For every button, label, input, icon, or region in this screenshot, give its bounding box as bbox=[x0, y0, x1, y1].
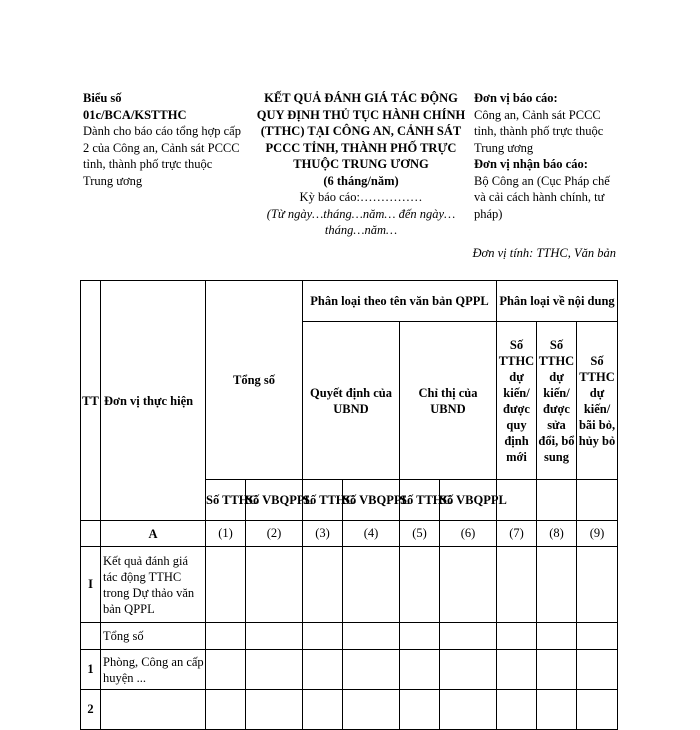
sub-header: Số TTHC bbox=[206, 480, 246, 521]
data-cell[interactable] bbox=[440, 690, 497, 730]
index-cell: A bbox=[101, 521, 206, 547]
row-tt bbox=[81, 623, 101, 650]
row-label: Tổng số bbox=[101, 623, 206, 650]
index-cell: (2) bbox=[246, 521, 303, 547]
data-cell[interactable] bbox=[303, 690, 343, 730]
data-cell[interactable] bbox=[246, 547, 303, 623]
data-cell[interactable] bbox=[206, 623, 246, 650]
index-cell: (3) bbox=[303, 521, 343, 547]
data-cell[interactable] bbox=[440, 623, 497, 650]
measurement-unit: Đơn vị tính: TTHC, Văn bản bbox=[472, 246, 616, 260]
index-cell: (6) bbox=[440, 521, 497, 547]
data-cell[interactable] bbox=[440, 547, 497, 623]
data-cell[interactable] bbox=[400, 690, 440, 730]
form-description: Dành cho báo cáo tổng hợp cấp 2 của Công an, Cảnh sát PCCC tỉnh, thành phố trực thuộc Trung ương bbox=[83, 124, 241, 188]
report-table bbox=[80, 280, 618, 730]
report-period-range: (Từ ngày…tháng…năm… đến ngày… tháng…năm… bbox=[266, 206, 456, 237]
row-label: Phòng, Công an cấp huyện ... bbox=[101, 650, 206, 690]
row-tt: 1 bbox=[81, 650, 101, 690]
report-period-type: (6 tháng/năm) bbox=[323, 173, 399, 188]
row-label bbox=[101, 690, 206, 730]
index-cell: (8) bbox=[537, 521, 577, 547]
data-cell[interactable] bbox=[577, 547, 618, 623]
index-cell: (7) bbox=[497, 521, 537, 547]
form-info bbox=[83, 90, 245, 189]
data-cell[interactable] bbox=[577, 623, 618, 650]
data-cell[interactable] bbox=[577, 690, 618, 730]
index-cell: (1) bbox=[206, 521, 246, 547]
sub-header: Số VBQPPL bbox=[246, 480, 303, 521]
data-cell[interactable] bbox=[343, 690, 400, 730]
header-by-content: Phân loại về nội dung bbox=[497, 281, 618, 322]
data-cell[interactable] bbox=[497, 547, 537, 623]
table-row bbox=[81, 690, 618, 730]
report-period-label: Kỳ báo cáo:…………… bbox=[299, 190, 423, 204]
header-decision: Quyết định của UBND bbox=[303, 322, 400, 480]
data-cell[interactable] bbox=[400, 623, 440, 650]
data-cell[interactable] bbox=[577, 650, 618, 690]
receiving-unit-label: Đơn vị nhận báo cáo: bbox=[474, 157, 588, 171]
row-tt: I bbox=[81, 547, 101, 623]
data-cell[interactable] bbox=[246, 623, 303, 650]
report-title: KẾT QUẢ ĐÁNH GIÁ TÁC ĐỘNG QUY ĐỊNH THỦ TỤC HÀNH CHÍNH (TTHC) TẠI CÔNG AN, CẢNH SÁT PCCC TỈNH, THÀNH PHỐ TRỰC THUỘC TRUNG ƯƠNG bbox=[256, 91, 466, 171]
data-cell[interactable] bbox=[497, 690, 537, 730]
data-cell[interactable] bbox=[537, 690, 577, 730]
data-cell[interactable] bbox=[303, 623, 343, 650]
data-cell[interactable] bbox=[400, 650, 440, 690]
row-label: Kết quả đánh giá tác động TTHC trong Dự thảo văn bản QPPL bbox=[101, 547, 206, 623]
data-cell[interactable] bbox=[440, 650, 497, 690]
row-tt: 2 bbox=[81, 690, 101, 730]
form-number: Biểu số bbox=[83, 91, 122, 105]
form-code: 01c/BCA/KSTTHC bbox=[83, 107, 187, 122]
data-cell[interactable] bbox=[537, 650, 577, 690]
header-new: Số TTHC dự kiến/ được quy định mới bbox=[497, 322, 537, 480]
index-cell bbox=[81, 521, 101, 547]
header-tt: TT bbox=[81, 281, 101, 521]
header-total: Tổng số bbox=[206, 281, 303, 480]
data-cell[interactable] bbox=[537, 547, 577, 623]
header-directive: Chỉ thị của UBND bbox=[400, 322, 497, 480]
table-row bbox=[81, 623, 618, 650]
data-cell[interactable] bbox=[400, 547, 440, 623]
table-row bbox=[81, 650, 618, 690]
index-cell: (5) bbox=[400, 521, 440, 547]
header-unit: Đơn vị thực hiện bbox=[101, 281, 206, 521]
reporting-unit: Công an, Cảnh sát PCCC tỉnh, thành phố trực thuộc Trung ương bbox=[474, 107, 604, 155]
data-cell[interactable] bbox=[537, 623, 577, 650]
data-cell[interactable] bbox=[343, 623, 400, 650]
receiving-unit: Bộ Công an (Cục Pháp chế và cải cách hành chính, tư pháp) bbox=[474, 173, 610, 221]
table-row bbox=[81, 547, 618, 623]
data-cell[interactable] bbox=[206, 690, 246, 730]
sub-header: Số VBQPPL bbox=[440, 480, 497, 521]
report-header bbox=[250, 90, 472, 239]
header-amend: Số TTHC dự kiến/ được sửa đổi, bổ sung bbox=[537, 322, 577, 480]
unit-info bbox=[474, 90, 624, 222]
data-cell[interactable] bbox=[497, 650, 537, 690]
data-cell[interactable] bbox=[206, 547, 246, 623]
data-cell[interactable] bbox=[246, 650, 303, 690]
data-cell[interactable] bbox=[206, 650, 246, 690]
data-cell[interactable] bbox=[303, 650, 343, 690]
reporting-unit-label: Đơn vị báo cáo: bbox=[474, 91, 558, 105]
header-by-document: Phân loại theo tên văn bản QPPL bbox=[303, 281, 497, 322]
header-abolish: Số TTHC dự kiến/ bãi bỏ, hủy bỏ bbox=[577, 322, 618, 480]
index-cell: (9) bbox=[577, 521, 618, 547]
sub-header-blank bbox=[577, 480, 618, 521]
data-cell[interactable] bbox=[343, 650, 400, 690]
index-cell: (4) bbox=[343, 521, 400, 547]
sub-header: Số TTHC bbox=[400, 480, 440, 521]
data-cell[interactable] bbox=[343, 547, 400, 623]
sub-header: Số VBQPPL bbox=[343, 480, 400, 521]
data-cell[interactable] bbox=[246, 690, 303, 730]
sub-header: Số TTHC bbox=[303, 480, 343, 521]
data-cell[interactable] bbox=[303, 547, 343, 623]
data-cell[interactable] bbox=[497, 623, 537, 650]
sub-header-blank bbox=[537, 480, 577, 521]
